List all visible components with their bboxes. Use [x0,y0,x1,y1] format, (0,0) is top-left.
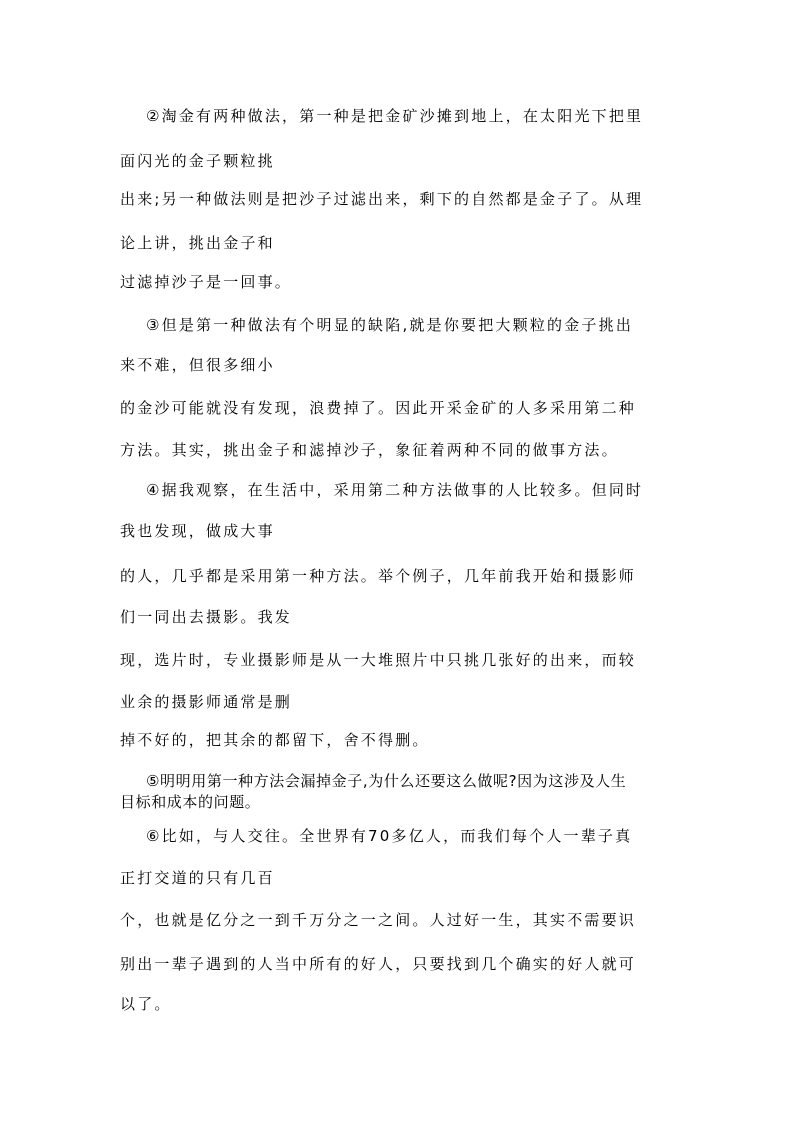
paragraph-4-line-7: 掉不好的，把其余的都留下，舍不得删。 [120,731,430,749]
paragraph-6-line-3: 个，也就是亿分之一到千万分之一之间。人过好一生，其实不需要识 [120,911,637,929]
paragraph-6-line-4: 别出一辈子遇到的人当中所有的好人，只要找到几个确实的好人就可 [120,955,637,973]
paragraph-2-line-2: 面闪光的金子颗粒挑 [120,152,275,170]
paragraph-3-line-3: 的金沙可能就没有发现，浪费掉了。因此开采金矿的人多采用第二种 [120,399,637,417]
paragraph-3-line-2: 来不难，但很多细小 [120,356,275,374]
paragraph-3-line-4: 方法。其实，挑出金子和滤掉沙子，象征着两种不同的做事方法。 [120,441,619,459]
paragraph-5-line-1: ⑤明明用第一种方法会漏掉金子,为什么还要这么做呢?因为这涉及人生 [146,772,627,790]
paragraph-4-line-2: 我也发现，做成大事 [120,522,275,540]
paragraph-2-line-1: ②淘金有两种做法，第一种是把金矿沙摊到地上，在太阳光下把里 [146,107,644,125]
paragraph-4-line-5: 现，选片时，专业摄影师是从一大堆照片中只挑几张好的出来，而较 [120,651,637,669]
paragraph-2-line-3: 出来;另一种做法则是把沙子过滤出来，剩下的自然都是金子了。从理 [120,190,644,208]
paragraph-4-line-6: 业余的摄影师通常是删 [120,693,293,711]
paragraph-3-line-1: ③但是第一种做法有个明显的缺陷,就是你要把大颗粒的金子挑出 [146,316,634,334]
paragraph-6-line-1: ⑥比如，与人交往。全世界有70多亿人，而我们每个人一辈子真 [146,827,633,845]
paragraph-2-line-4: 论上讲，挑出金子和 [120,234,275,252]
paragraph-4-line-1: ④据我观察，在生活中，采用第二种方法做事的人比较多。但同时 [146,481,644,499]
paragraph-5-line-2: 目标和成本的问题。 [120,793,261,811]
paragraph-4-line-4: 们一同出去摄影。我发 [120,608,293,626]
paragraph-6-line-2: 正打交道的只有几百 [120,869,275,887]
paragraph-6-line-5: 以了。 [120,995,172,1013]
paragraph-2-line-5: 过滤掉沙子是一回事。 [120,273,293,291]
paragraph-4-line-3: 的人，几乎都是采用第一种方法。举个例子，几年前我开始和摄影师 [120,567,637,585]
